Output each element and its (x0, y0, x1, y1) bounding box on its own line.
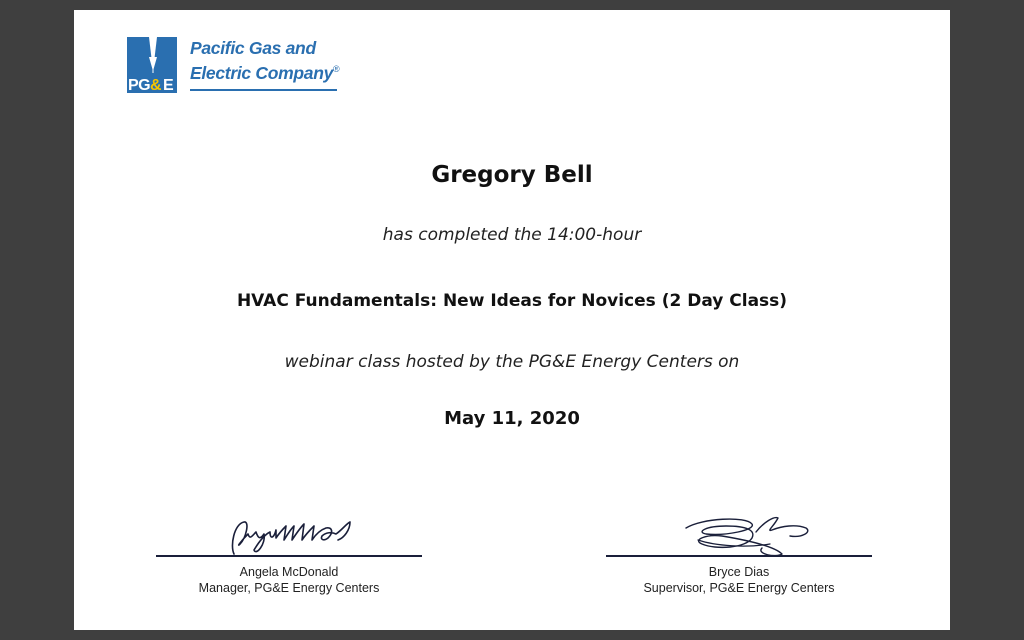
pge-logo-icon (127, 37, 177, 93)
signer-title: Supervisor, PG&E Energy Centers (643, 581, 835, 595)
completion-date: May 11, 2020 (444, 408, 580, 429)
company-logo (127, 37, 342, 95)
logo-underline (190, 89, 337, 91)
manager-signature (156, 510, 422, 558)
completion-line: has completed the 14:00-hour (382, 225, 642, 245)
company-name-line2: Electric Company (190, 62, 334, 83)
signer-title: Manager, PG&E Energy Centers (198, 581, 380, 595)
registered-mark: ® (333, 64, 340, 74)
signer-name: Angela McDonald (239, 565, 339, 579)
supervisor-signature (606, 510, 872, 558)
hosted-line: webinar class hosted by the PG&E Energy Centers on (284, 352, 740, 372)
signature-line (156, 555, 422, 557)
signature-line (606, 555, 872, 557)
company-name (190, 38, 339, 84)
recipient-name: Gregory Bell (431, 162, 593, 188)
signer-name: Bryce Dias (708, 565, 770, 579)
course-title: HVAC Fundamentals: New Ideas for Novices (2 Day Class) (236, 291, 788, 311)
svg-text:PG: PG (128, 77, 151, 93)
svg-text:&: & (150, 77, 162, 93)
svg-text:E: E (163, 77, 174, 93)
company-name-line1: Pacific Gas and (190, 38, 316, 58)
certificate-page (74, 10, 950, 630)
